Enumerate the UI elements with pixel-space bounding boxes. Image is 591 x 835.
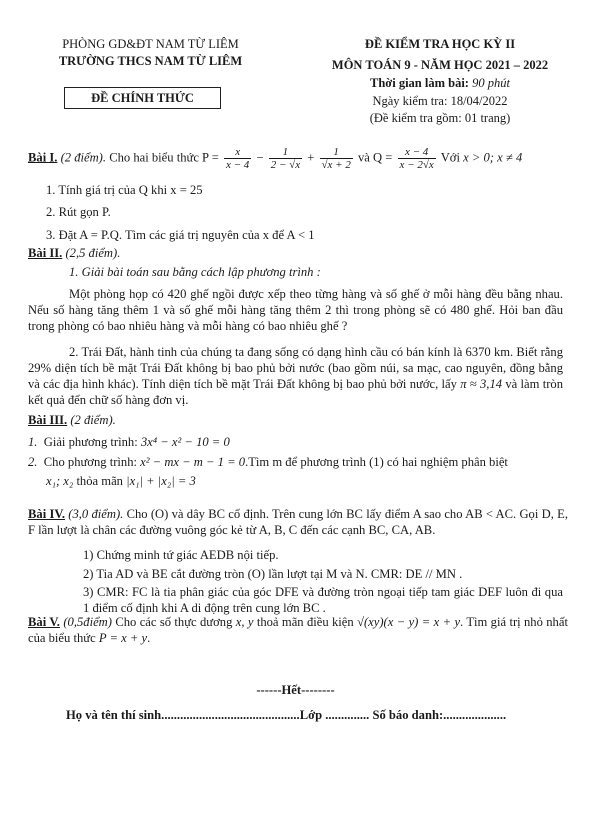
- bai4-item-1: 1) Chứng minh tứ giác AEDB nội tiếp.: [83, 548, 279, 562]
- duration-value: 90 phút: [472, 76, 510, 90]
- bai2-title: Bài II.: [28, 246, 63, 260]
- department-name: PHÒNG GD&ĐT NAM TỪ LIÊM: [62, 37, 239, 51]
- bai1-points: (2 điểm).: [60, 150, 107, 165]
- item-number: 1.: [28, 435, 38, 449]
- bai5-points: (0,5điểm): [63, 615, 112, 629]
- bai2-problem-2-tail: và làm tròn kết quả đến chữ số hàng đơn vị.: [28, 377, 563, 407]
- bai2-heading: [28, 245, 120, 261]
- q-intro: và Q =: [358, 150, 393, 165]
- duration-label: Thời gian làm bài:: [370, 76, 469, 90]
- bai4-intro: [28, 506, 568, 538]
- page-count: (Đề kiểm tra gồm: 01 trang): [369, 111, 511, 125]
- bai1-title: Bài I.: [28, 150, 58, 165]
- bai1-item-3: 3. Đặt A = P.Q. Tìm các giá trị nguyên của x để A < 1: [46, 228, 315, 242]
- bai4-text: Cho (O) và dây BC cố định. Trên cung lớn BC lấy điểm A sao cho AB < AC. Gọi D, E, F lần lượt là chân các đường vuông góc kẻ từ A, B, C đến các cạnh BC, CA, AB.: [28, 507, 568, 537]
- pi-approx: π ≈ 3,14: [460, 377, 503, 391]
- equation-1: 3x⁴ − x² − 10 = 0: [140, 435, 230, 449]
- bai5-text1: Cho các số thực dương: [115, 615, 233, 629]
- bai1-intro: Cho hai biểu thức P =: [109, 150, 219, 165]
- official-label: ĐỀ CHÍNH THỨC: [64, 87, 221, 109]
- bai3-item-1: [28, 434, 230, 450]
- bai2-problem-2-text: 2. Trái Đất, hành tinh của chúng ta đang sống có dạng hình cầu có bán kính là 6370 km. Biết rằng 29% diện tích bề mặt Trái Đất không bị bao phủ bởi nước (bao gồm núi, sa mạc, cao nguyên, đồng bằng và các địa hình khác). Tính diện tích bề mặt Trái Đất không bị bao phủ bởi nước, lấy: [28, 345, 563, 391]
- cond-text: thỏa mãn: [76, 474, 123, 488]
- bai5: [28, 614, 568, 646]
- bai5-text2: thoả mãn điều kiện: [256, 615, 354, 629]
- bai1-item-2: 2. Rút gọn P.: [46, 205, 111, 219]
- bai2-problem-1: Một phòng họp có 420 ghế ngồi được xếp theo từng hàng và số ghế ở mỗi hàng đều bằng nhau. Nếu số hàng tăng thêm 1 và số ghế mỗi hàng tăng thêm 2 thì trong phòng sẽ có 480 ghế. Hỏi ban đầu trong phòng có bao nhiêu hàng và mỗi hàng có bao nhiêu ghế ?: [28, 287, 563, 333]
- bai5-title: Bài V.: [28, 615, 60, 629]
- bai2-sub1: 1. Giải bài toán sau bằng cách lập phương trình :: [69, 265, 321, 279]
- end-mark: ------Hết--------: [256, 683, 335, 697]
- exam-duration: [300, 75, 580, 92]
- student-info-line: Họ và tên thí sinh............................................Lớp .............. Số báo danh:....................: [66, 708, 507, 722]
- equation-2: x² − mx − m − 1 = 0: [140, 455, 246, 469]
- condition-label: Với: [440, 150, 460, 165]
- subject-title: MÔN TOÁN 9 - NĂM HỌC 2021 – 2022: [331, 58, 549, 72]
- q-fraction: $\frac{x - 4}{x - 2√x}$: [399, 146, 434, 171]
- exam-date: Ngày kiểm tra: 18/04/2022: [372, 94, 508, 108]
- p-fraction-3: $\frac{1}{√x + 2}$: [321, 146, 351, 171]
- roots: x₁; x₂: [46, 474, 74, 488]
- bai4-points: (3,0 điểm).: [68, 507, 124, 521]
- bai3-title: Bài III.: [28, 413, 68, 427]
- bai1-heading: [28, 146, 522, 171]
- root-condition: |x₁| + |x₂| = 3: [126, 474, 196, 488]
- bai1-item-1: 1. Tính giá trị của Q khi x = 25: [46, 183, 203, 197]
- bai5-vars: x, y: [235, 615, 254, 629]
- bai3-points: (2 điểm).: [70, 413, 116, 427]
- bai5-expression: P = x + y: [98, 631, 148, 645]
- bai2-problem-2: [28, 344, 563, 408]
- p-fraction-2: $\frac{1}{2 - √x}$: [270, 146, 301, 171]
- bai5-end: .: [147, 631, 151, 645]
- school-name: TRƯỜNG THCS NAM TỪ LIÊM: [58, 54, 243, 68]
- bai2-points: (2,5 điểm).: [65, 246, 121, 260]
- bai4-item-2: 2) Tia AD và BE cắt đường tròn (O) lần lượt tại M và N. CMR: DE // MN .: [83, 567, 463, 581]
- bai3-item-2: [28, 454, 508, 470]
- bai5-text3: . Tìm giá trị nhỏ nhất của biểu thức: [28, 615, 568, 645]
- item-tail: .Tìm m để phương trình (1) có hai nghiệm phân biệt: [245, 455, 508, 469]
- exam-title: ĐỀ KIỂM TRA HỌC KỲ II: [364, 37, 516, 51]
- bai5-condition: √(xy)(x − y) = x + y: [357, 615, 461, 629]
- bai4-title: Bài IV.: [28, 507, 65, 521]
- bai4-item-3: 3) CMR: FC là tia phân giác của góc DFE và đường tròn ngoại tiếp tam giác DEF luôn đi qua 1 điểm cố định khi A di động trên cung lớn BC .: [83, 585, 563, 615]
- plus-sign: +: [307, 150, 315, 165]
- item-number: 2.: [28, 455, 38, 469]
- item-text: Cho phương trình:: [43, 455, 137, 469]
- minus-sign: −: [256, 150, 264, 165]
- bai3-heading: [28, 412, 116, 428]
- bai3-item-2-cond: [46, 473, 196, 489]
- p-fraction-1: $\frac{x}{x - 4}$: [226, 146, 250, 171]
- item-text: Giải phương trình:: [43, 435, 138, 449]
- condition: x > 0; x ≠ 4: [463, 150, 523, 165]
